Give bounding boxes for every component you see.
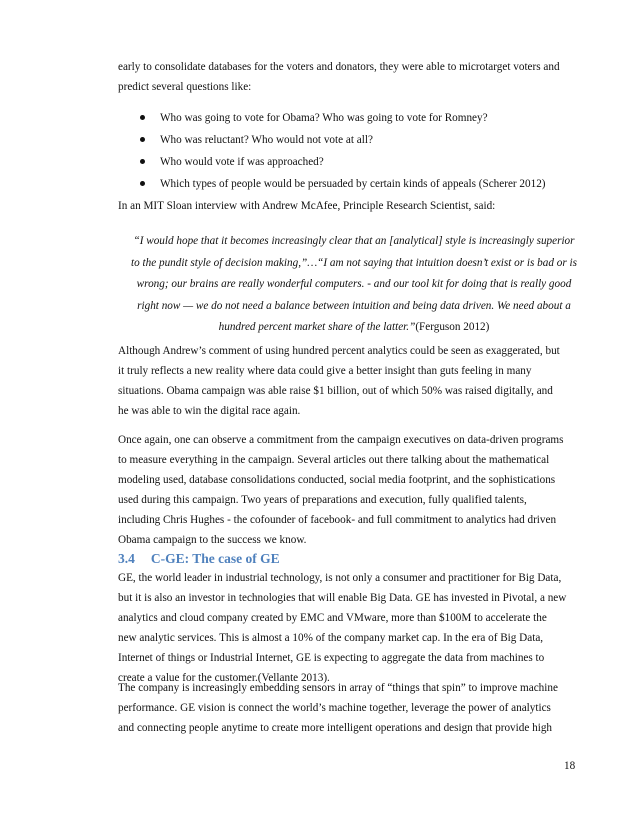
- list-item-text: Who was going to vote for Obama? Who was going to vote for Romney?: [160, 112, 488, 124]
- section-title: C-GE: The case of GE: [150, 551, 280, 566]
- text-line: but it is also an investor in technologies that will enable Big Data. GE has invested in Pivotal, a new: [118, 592, 567, 604]
- paragraph-interview-intro: In an MIT Sloan interview with Andrew McAfee, Principle Research Scientist, said:: [118, 200, 496, 212]
- bullet-list-questions: [138, 107, 546, 195]
- text-line: modeling used, database consolidations conducted, social media footprint, and the sophistications: [118, 474, 556, 486]
- quote-line: to the pundit style of decision making,”…“I am not saying that intuition doesn’t exist or is bad or is: [131, 256, 577, 269]
- paragraph-voter-targeting: [118, 57, 590, 97]
- text-line: he was able to win the digital race again.: [118, 405, 301, 417]
- text-line: analytics and cloud company created by EMC and VMware, more than $100M to accelerate the: [118, 612, 547, 624]
- list-item: [138, 129, 546, 151]
- quote-line-italic: hundred percent market share of the latter.”: [218, 321, 416, 334]
- text-line: early to consolidate databases for the voters and donators, they were able to microtarget voters and: [118, 61, 560, 73]
- text-line: to measure everything in the campaign. Several articles out there talking about the mathematical: [118, 454, 550, 466]
- text-line: Obama campaign to the success we know.: [118, 534, 307, 546]
- text-line: performance. GE vision is connect the world’s machine together, leverage the power of analytics: [118, 702, 551, 714]
- list-item-text: Who was reluctant? Who would not vote at all?: [160, 134, 373, 146]
- page-number: 18: [564, 760, 576, 772]
- text-line: used during this campaign. Two years of preparations and execution, fully qualified talents,: [118, 494, 527, 506]
- quote-line: [112, 317, 596, 339]
- text-line: Although Andrew’s comment of using hundred percent analytics could be seen as exaggerated, but: [118, 345, 560, 357]
- list-item: [138, 173, 546, 195]
- quote-line: wrong; our brains are really wonderful computers. - and our tool kit for doing that is really good: [136, 278, 572, 291]
- section-heading: [118, 551, 280, 567]
- list-item: [138, 151, 546, 173]
- bullet-icon: [140, 115, 145, 120]
- bullet-icon: [140, 137, 145, 142]
- quote-line: right now — we do not need a balance between intuition and being data driven. We need about a: [137, 299, 571, 312]
- text-line: Once again, one can observe a commitment from the campaign executives on data-driven programs: [118, 434, 564, 446]
- text-line: it truly reflects a new reality where data could give a better insight than guts feeling in many: [118, 365, 532, 377]
- text-line: Internet of things or Industrial Internet, GE is expecting to aggregate the data from machines to: [118, 652, 545, 664]
- paragraph-analytics-comment: [118, 341, 590, 421]
- text-line: and connecting people anytime to create more intelligent operations and design that provide high: [118, 722, 553, 734]
- bullet-icon: [140, 181, 145, 186]
- section-number: 3.4: [118, 551, 135, 566]
- text-line: situations. Obama campaign was able raise $1 billion, out of which 50% was raised digitally, and: [118, 385, 553, 397]
- block-quote: [112, 231, 596, 339]
- text-line: new analytic services. This is almost a 10% of the company market cap. In the era of Big Data,: [118, 632, 544, 644]
- paragraph-campaign-commitment: [118, 430, 590, 550]
- quote-citation: (Ferguson 2012): [415, 321, 490, 334]
- paragraph-ge-big-data: [118, 568, 590, 688]
- quote-line: “I would hope that it becomes increasingly clear that an [analytical] style is increasingly superior: [133, 235, 575, 247]
- text-line: GE, the world leader in industrial technology, is not only a consumer and practitioner for Big Data,: [118, 572, 562, 584]
- list-item-text: Who would vote if was approached?: [160, 156, 324, 168]
- bullet-icon: [140, 159, 145, 164]
- text-line: including Chris Hughes - the cofounder of facebook- and full commitment to analytics had driven: [118, 514, 557, 526]
- text-line: The company is increasingly embedding sensors in array of “things that spin” to improve machine: [118, 682, 558, 694]
- paragraph-ge-sensors: [118, 678, 590, 738]
- text-line: create a value for the customer.(Vellante 2013).: [118, 672, 330, 684]
- text-line: predict several questions like:: [118, 81, 252, 93]
- list-item-text: Which types of people would be persuaded by certain kinds of appeals (Scherer 2012): [160, 178, 546, 190]
- list-item: [138, 107, 546, 129]
